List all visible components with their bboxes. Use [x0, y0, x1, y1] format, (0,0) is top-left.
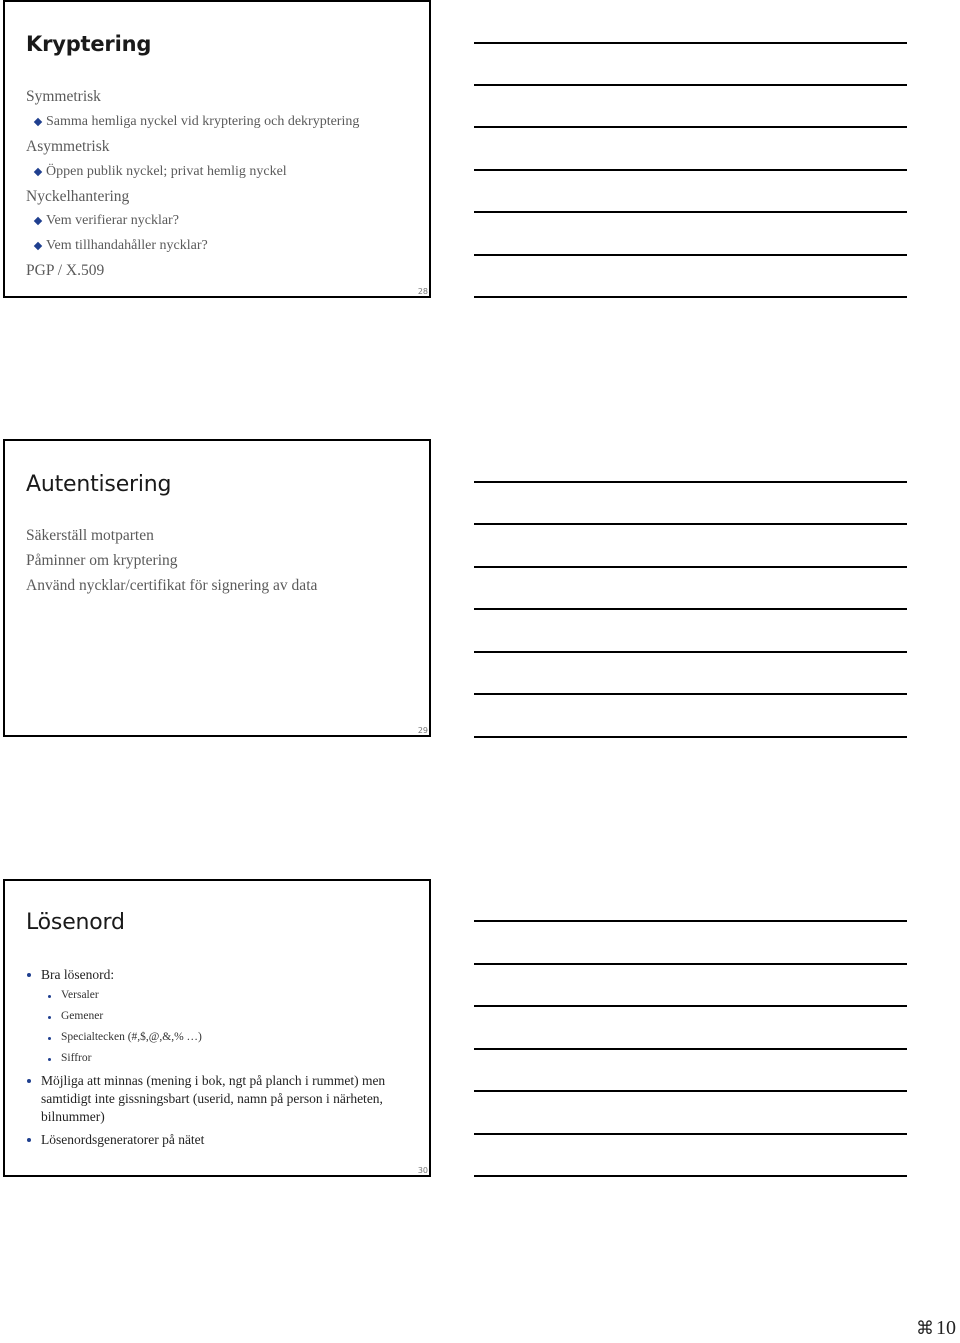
sub-bullet-text: Gemener: [61, 1010, 104, 1022]
note-line: [474, 736, 907, 738]
bullet-dot-icon: [27, 1079, 31, 1083]
bullet-item: Påminner om kryptering: [26, 552, 178, 569]
note-line: [474, 523, 907, 525]
bullet-dot-icon: [48, 1058, 51, 1061]
sub-bullet-item: [46, 114, 359, 130]
note-line: [474, 126, 907, 128]
bullet-item: Nyckelhantering: [26, 188, 130, 205]
diamond-bullet-icon: [34, 168, 42, 176]
sub-bullet-text: Samma hemliga nyckel vid kryptering och dekryptering: [46, 114, 360, 129]
sub-bullet-text: Siffror: [61, 1052, 92, 1064]
bullet-item: [41, 966, 411, 984]
sub-bullet-item: [61, 989, 99, 1001]
bullet-dot-icon: [48, 995, 51, 998]
bullet-text: Möjliga att minnas (mening i bok, ngt på planch i rummet) men samtidigt inte gissningsbart (userid, namn på person i närheten, bilnummer): [41, 1073, 386, 1124]
page-footer: [916, 1317, 956, 1340]
note-line: [474, 211, 907, 213]
note-line: [474, 1048, 907, 1050]
note-line: [474, 920, 907, 922]
note-line: [474, 608, 907, 610]
note-line: [474, 169, 907, 171]
sub-bullet-item: [61, 1010, 103, 1022]
bullet-dot-icon: [48, 1016, 51, 1019]
bullet-dot-icon: [27, 1138, 31, 1142]
bullet-item: [41, 1131, 411, 1149]
diamond-bullet-icon: [34, 118, 42, 126]
bullet-item: Använd nycklar/certifikat för signering av data: [26, 577, 318, 594]
note-line: [474, 651, 907, 653]
bullet-item: Symmetrisk: [26, 88, 101, 105]
sub-bullet-text: Specialtecken (#,$,@,&,% …): [61, 1031, 202, 1043]
slide-title: Lösenord: [26, 910, 125, 935]
bullet-text: Lösenordsgeneratorer på nätet: [41, 1132, 205, 1147]
sub-bullet-text: Vem tillhandahåller nycklar?: [46, 238, 208, 253]
bullet-item: Säkerställ motparten: [26, 527, 154, 544]
bullet-item: Asymmetrisk: [26, 138, 110, 155]
note-line: [474, 693, 907, 695]
note-line: [474, 84, 907, 86]
sub-bullet-item: [46, 213, 179, 229]
slide-autentisering: [3, 439, 431, 737]
slide-number: 29: [417, 726, 428, 735]
diamond-bullet-icon: [34, 242, 42, 250]
bullet-item: [41, 1072, 411, 1126]
slide-title: Kryptering: [26, 32, 152, 56]
bullet-dot-icon: [27, 973, 31, 977]
slide-kryptering: [3, 0, 431, 298]
page-number: 10: [936, 1317, 956, 1339]
note-line: [474, 296, 907, 298]
sub-bullet-text: Öppen publik nyckel; privat hemlig nyckel: [46, 164, 287, 179]
sub-bullet-item: [46, 238, 208, 254]
sub-bullet-text: Vem verifierar nycklar?: [46, 213, 179, 228]
slide-losenord: [3, 879, 431, 1177]
note-line: [474, 481, 907, 483]
bullet-text: Bra lösenord:: [41, 967, 115, 982]
note-line: [474, 1133, 907, 1135]
bullet-item: PGP / X.509: [26, 262, 105, 279]
slide-number: 28: [417, 287, 428, 296]
note-line: [474, 566, 907, 568]
slide-title: Autentisering: [26, 472, 172, 497]
note-line: [474, 42, 907, 44]
note-line: [474, 1005, 907, 1007]
slide-number: 30: [417, 1166, 428, 1175]
diamond-bullet-icon: [34, 217, 42, 225]
sub-bullet-text: Versaler: [61, 989, 99, 1001]
note-line: [474, 1175, 907, 1177]
note-line: [474, 1090, 907, 1092]
note-line: [474, 254, 907, 256]
sub-bullet-item: [61, 1031, 202, 1043]
sub-bullet-item: [61, 1052, 91, 1064]
note-line: [474, 963, 907, 965]
bullet-dot-icon: [48, 1037, 51, 1040]
command-icon: ⌘: [916, 1318, 934, 1339]
sub-bullet-item: [46, 164, 287, 180]
